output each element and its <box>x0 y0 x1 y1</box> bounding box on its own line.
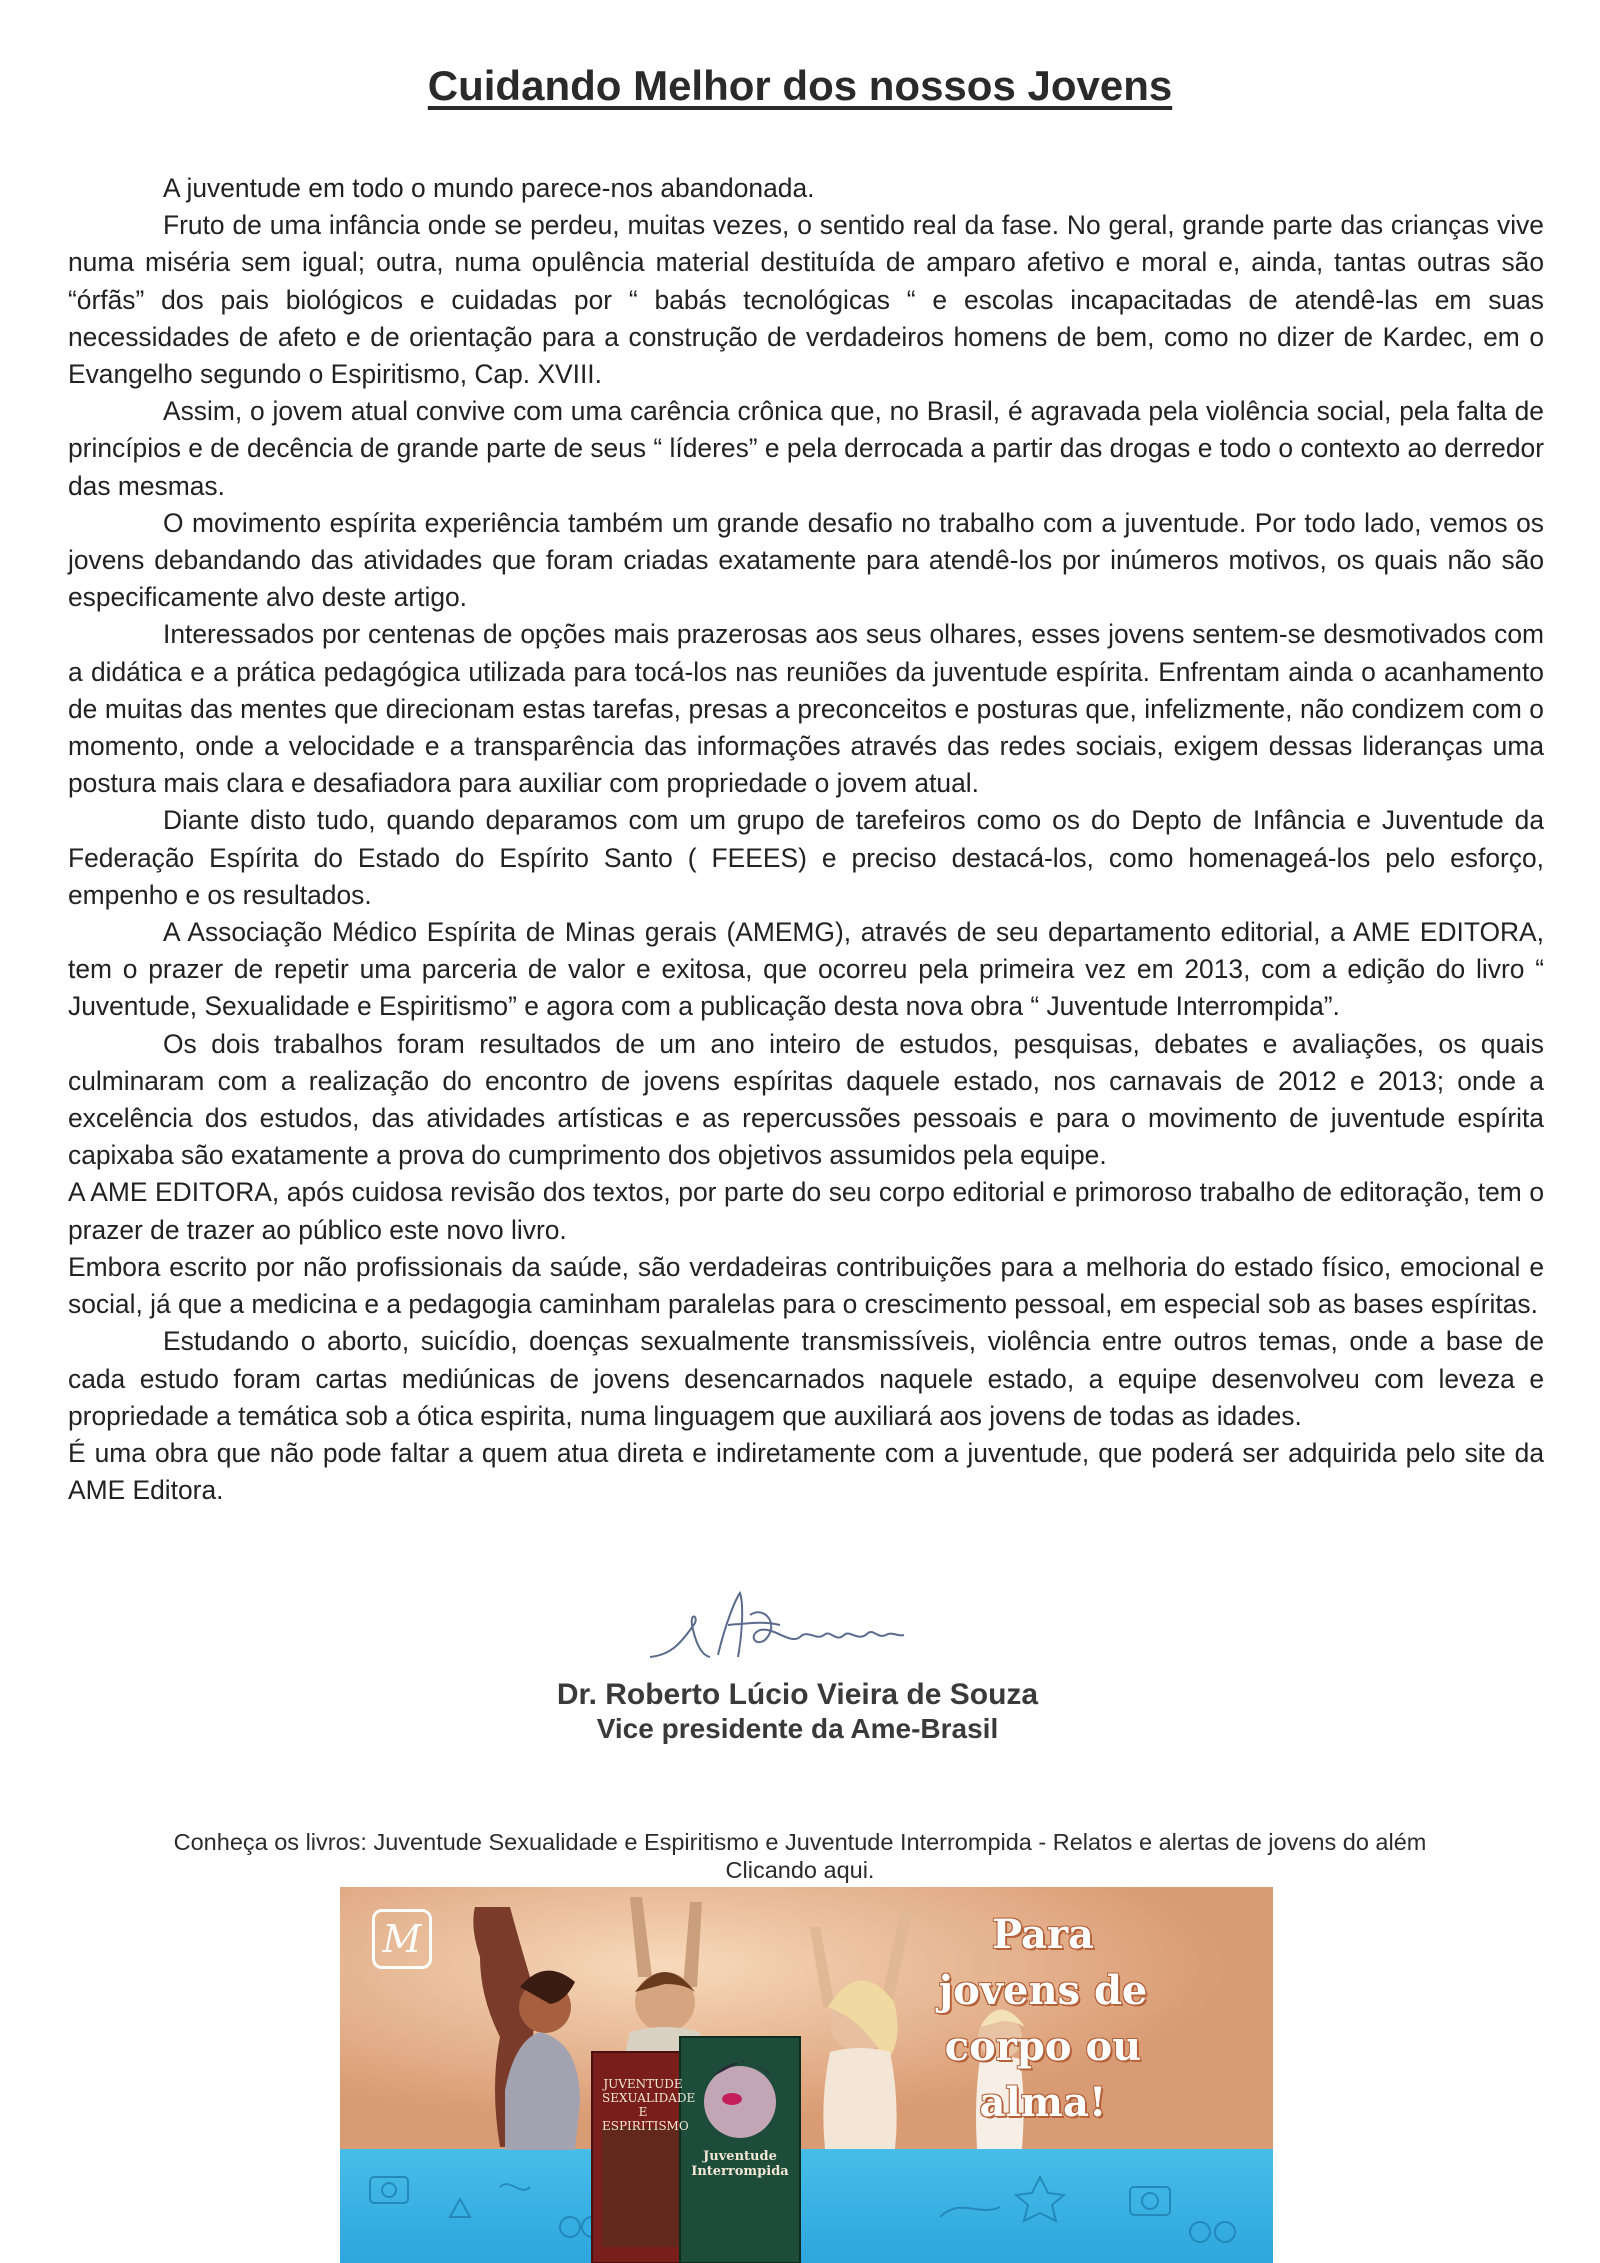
paragraph-8: Os dois trabalhos foram resultados de um ano inteiro de estudos, pesquisas, debates e avaliações, os quais culminaram com a realização do encontro de jovens espíritas daquele estado, nos carnavais de 2012 e 2013; onde a excelência dos estudos, das atividades artísticas e as repercussões pessoais e para o movimento de juventude espírita capixaba são exatamente a prova do cumprimento dos objetivos assumidos pela equipe. <box>68 1028 1544 1171</box>
paragraph-6: Diante disto tudo, quando deparamos com um grupo de tarefeiros como os do Depto de Infância e Juventude da Federação Espírita do Estado do Espírito Santo ( FEEES) e preciso destacá-los, como homenageá-los pelo esforço, empenho e os resultados. <box>68 805 1544 910</box>
article-title: Cuidando Melhor dos nossos Jovens <box>427 62 1173 109</box>
paragraph-11: Estudando o aborto, suicídio, doenças sexualmente transmissíveis, violência entre outros temas, onde a base de cada estudo foram cartas mediúnicas de jovens desencarnados naquele estado, a equipe desenvolveu com leveza e propriedade a temática sob a ótica espirita, numa linguagem que auxiliará aos jovens de todas as idades. <box>68 1326 1544 1431</box>
banner-floor <box>340 2149 1273 2263</box>
paragraph-2: Fruto de uma infância onde se perdeu, muitas vezes, o sentido real da fase. No geral, grande parte das crianças vive numa miséria sem igual; outra, numa opulência material destituída de amparo afetivo e moral e, ainda, tantas outras são “órfãs” dos pais biológicos e cuidadas por “ babás tecnológicas “ e escolas incapacitadas de atendê-las em suas necessidades de afeto e de orientação para a construção de verdadeiros homens de bem, como no dizer de Kardec, em o Evangelho segundo o Espiritismo, Cap. XVIII. <box>68 210 1544 390</box>
book2-title: Juventude Interrompida <box>691 2149 789 2179</box>
paragraph-3: Assim, o jovem atual convive com uma carência crônica que, no Brasil, é agravada pela violência social, pela falta de princípios e de decência de grande parte de seus “ líderes” e pela derrocada a partir das drogas e todo o contexto ao derredor das mesmas. <box>68 396 1544 501</box>
book-promo-banner[interactable] <box>340 1887 1273 2263</box>
promo-link[interactable]: Clicando aqui. <box>725 1857 875 1883</box>
paragraph-5: Interessados por centenas de opções mais prazerosas aos seus olhares, esses jovens sentem-se desmotivados com a didática e a prática pedagógica utilizada para tocá-los nas reuniões da juventude espírita. Enfrentam ainda o acanhamento de muitas das mentes que direcionam estas tarefas, presas a preconceitos e posturas que, infelizmente, não condizem com o momento, onde a velocidade e a transparência das informações através das redes sociais, exigem dessas lideranças uma postura mais clara e desafiadora para auxiliar com propriedade o jovem atual. <box>68 619 1544 799</box>
headline-line: jovens de <box>938 1967 1148 2014</box>
headline-line: alma! <box>979 2079 1107 2126</box>
paragraph-12: É uma obra que não pode faltar a quem atua direta e indiretamente com a juventude, que poderá ser adquirida pelo site da AME Editora. <box>68 1437 1544 1506</box>
book1-title: JUVENTUDE SEXUALIDADE E ESPIRITISMO <box>602 2077 696 2133</box>
paragraph-10: Embora escrito por não profissionais da saúde, são verdadeiras contribuições para a melhoria do estado físico, emocional e social, já que a medicina e a pedagogia caminham paralelas para o crescimento pessoal, em especial sob as bases espíritas. <box>68 1251 1544 1320</box>
author-name: Dr. Roberto Lúcio Vieira de Souza <box>556 1678 1039 1711</box>
banner-headline <box>893 1907 1193 2131</box>
headline-line: corpo ou <box>944 2023 1142 2070</box>
paragraph-1: A juventude em todo o mundo parece-nos abandonada. <box>163 173 815 203</box>
paragraph-9: A AME EDITORA, após cuidosa revisão dos textos, por parte do seu corpo editorial e primoroso trabalho de editoração, tem o prazer de trazer ao público este novo livro. <box>68 1177 1544 1245</box>
article-body <box>68 170 1544 1509</box>
ame-logo-icon: M <box>372 1909 432 1969</box>
promo-line: Conheça os livros: Juventude Sexualidade e Espiritismo e Juventude Interrompida - Relatos e alertas de jovens do além <box>173 1829 1427 1855</box>
headline-line: Para <box>992 1911 1094 1958</box>
handwritten-signature <box>640 1585 920 1675</box>
promo-caption <box>0 1828 1600 1884</box>
paragraph-7: A Associação Médico Espírita de Minas gerais (AMEMG), através de seu departamento editorial, a AME EDITORA, tem o prazer de repetir uma parceria de valor e exitosa, que ocorreu pela primeira vez em 2013, com a edição do livro “ Juventude, Sexualidade e Espiritismo” e agora com a publicação desta nova obra “ Juventude Interrompida”. <box>68 917 1544 1022</box>
paragraph-4: O movimento espírita experiência também um grande desafio no trabalho com a juventude. Por todo lado, vemos os jovens debandando das atividades que foram criadas exatamente para atendê-los por inúmeros motivos, os quais não são especificamente alvo deste artigo. <box>68 507 1544 613</box>
author-role: Vice presidente da Ame-Brasil <box>596 1713 999 1744</box>
